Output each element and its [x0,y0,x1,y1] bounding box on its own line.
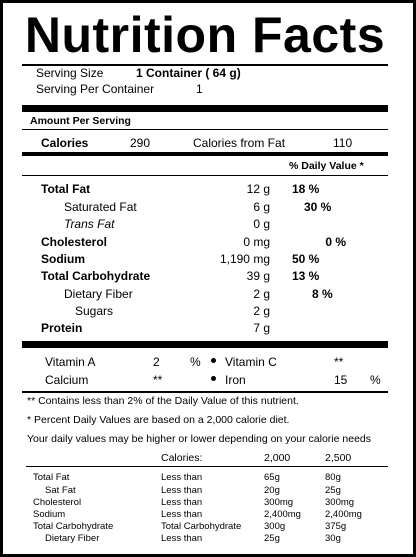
table-cell: Total Carbohydrate [161,521,242,532]
nutrient-amount: 1,190 mg [219,252,270,266]
table-cell: 300g [264,521,286,532]
table-cell: Total Carbohydrate [33,521,114,532]
nutrient-daily-value: 50 % [292,252,320,266]
table-cell: 80g [325,472,341,483]
bullet-icon [211,376,216,381]
nutrient-daily-value: 13 % [292,269,320,283]
reference-table-header: 2,000 [264,452,291,464]
table-cell: Total Fat [33,472,70,483]
nutrient-amount: 0 mg [243,235,270,249]
table-cell: 300mg [264,497,294,508]
reference-table-header: 2,500 [325,452,352,464]
bullet-icon [211,358,216,363]
nutrient-name: Total Fat [41,182,91,196]
vitamin-c-label: Vitamin C [225,355,277,369]
thick-divider [22,105,388,112]
amount-per-serving: Amount Per Serving [30,115,131,127]
nutrient-amount: 2 g [253,287,270,301]
table-cell: Less than [161,485,203,496]
daily-value-header: % Daily Value * [289,160,364,172]
table-cell: 2,400mg [264,509,301,520]
nutrient-name: Saturated Fat [64,200,137,214]
nutrient-daily-value: 18 % [292,182,320,196]
vitamin-a-label: Vitamin A [45,355,96,369]
iron-label: Iron [225,373,246,387]
nutrient-amount: 12 g [246,182,270,196]
nutrient-name: Protein [41,321,83,335]
table-cell: Less than [161,497,203,508]
table-cell: Less than [161,533,203,544]
divider [22,175,388,176]
serving-size-value: 1 Container ( 64 g) [136,66,241,80]
calories-from-fat-value: 110 [333,136,353,150]
table-cell: 30g [325,533,341,544]
table-cell: 375g [325,521,347,532]
divider [22,391,388,393]
thick-divider [22,341,388,348]
table-cell: 25g [264,533,280,544]
servings-per-container-label: Serving Per Container [36,82,155,96]
iron-value: 15 [334,373,348,387]
table-cell: Cholesterol [33,497,82,508]
calcium-value: ** [153,373,163,387]
reference-table-header: Calories: [161,452,203,464]
servings-per-container-value: 1 [196,82,203,96]
nutrient-amount: 2 g [253,304,270,318]
calories-label: Calories [41,136,89,150]
table-cell: Less than [161,472,203,483]
nutrient-amount: 0 g [253,217,270,231]
vitamin-c-value: ** [334,355,344,369]
footnote: * Percent Daily Values are based on a 2,000 calorie diet. [27,414,290,426]
calcium-label: Calcium [45,373,89,387]
table-cell: 20g [264,485,280,496]
table-cell: 2,400mg [325,509,362,520]
vitamin-a-value: 2 [153,355,160,369]
nutrient-name: Dietary Fiber [64,287,133,301]
nutrient-name: Sodium [41,252,85,266]
nutrient-daily-value: 8 % [312,287,333,301]
nutrient-name: Cholesterol [41,235,108,249]
table-cell: 300mg [325,497,355,508]
nutrient-amount: 39 g [246,269,270,283]
divider [26,466,388,467]
vitamin-a-unit: % [190,355,201,369]
table-cell: Less than [161,509,203,520]
nutrient-amount: 6 g [253,200,270,214]
serving-size-label: Serving Size [36,66,104,80]
nutrient-amount: 7 g [253,321,270,335]
nutrient-daily-value: 0 % [325,235,346,249]
calories-from-fat-label: Calories from Fat [193,136,286,150]
table-cell: 25g [325,485,341,496]
table-cell: Sat Fat [45,485,76,496]
calories-value: 290 [130,136,151,150]
footnote: ** Contains less than 2% of the Daily Value of this nutrient. [27,395,299,407]
page-title: Nutrition Facts [24,7,386,63]
table-cell: Dietary Fiber [45,533,100,544]
nutrient-name: Trans Fat [64,217,115,231]
nutrient-name: Sugars [75,304,114,318]
footnote: Your daily values may be higher or lower depending on your calorie needs [27,433,371,445]
nutrient-name: Total Carbohydrate [41,269,151,283]
iron-unit: % [370,373,381,387]
table-cell: 65g [264,472,280,483]
table-cell: Sodium [33,509,66,520]
thick-divider [22,152,388,156]
nutrient-daily-value: 30 % [304,200,332,214]
divider [22,129,388,130]
